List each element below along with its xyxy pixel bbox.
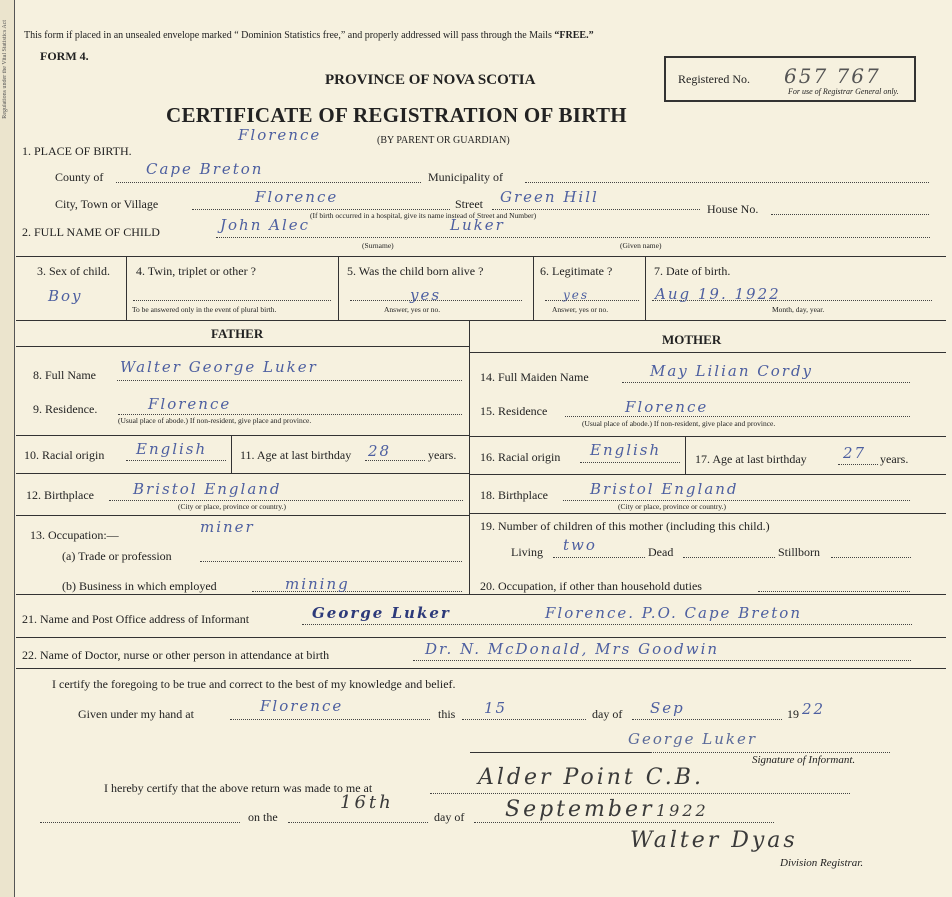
envelope-note-free: “FREE.”: [554, 30, 594, 41]
certify-statement: I certify the foregoing to be true and correct to the best of my knowledge and belief.: [52, 677, 456, 691]
mother-birthplace-note: (City or place, province or country.): [618, 502, 727, 511]
given-label: Given under my hand at: [78, 707, 194, 721]
mother-residence-label: 15. Residence: [480, 404, 548, 418]
mother-racial-label: 16. Racial origin: [480, 450, 561, 464]
registrar-month: September: [505, 797, 655, 822]
mother-residence-value: Florence: [625, 398, 709, 416]
envelope-note: [24, 30, 594, 41]
dead-label: Dead: [648, 545, 674, 559]
registrar-day-of: day of: [434, 810, 465, 824]
mother-age-value: 27: [843, 444, 867, 462]
city-label: City, Town or Village: [55, 197, 159, 211]
given-month: Sep: [650, 699, 685, 717]
father-name-label: 8. Full Name: [33, 368, 96, 382]
sex-value: Boy: [48, 287, 83, 305]
alive-value: yes: [410, 286, 442, 304]
municipality-label: Municipality of: [428, 170, 503, 184]
father-birthplace-label: 12. Birthplace: [26, 488, 94, 502]
doctor-label: 22. Name of Doctor, nurse or other person in attendance at birth: [22, 648, 330, 662]
informant-signature: George Luker: [628, 730, 758, 748]
given-year: 22: [802, 700, 826, 718]
child-surname-value: Luker: [450, 216, 505, 234]
year-prefix: 19: [787, 707, 799, 721]
province-heading: PROVINCE OF NOVA SCOTIA: [325, 72, 536, 88]
father-name-value: Walter George Luker: [120, 358, 318, 376]
mother-children-label: 19. Number of children of this mother (including this child.): [480, 519, 770, 533]
on-the-label: on the: [248, 810, 278, 824]
envelope-note-text: This form if placed in an unsealed envelope marked “ Dominion Statistics free,” and properly addressed will pass through the Mails: [24, 30, 555, 41]
doctor-value: Dr. N. McDonald, Mrs Goodwin: [425, 640, 720, 658]
street-label: Street: [455, 197, 483, 211]
mother-heading: MOTHER: [662, 332, 722, 347]
father-racial-label: 10. Racial origin: [24, 448, 105, 462]
business-value: mining: [285, 575, 350, 593]
registrar-year: 1922: [656, 801, 709, 820]
mother-occupation-label: 20. Occupation, if other than household duties: [480, 579, 702, 593]
living-value: two: [563, 536, 597, 554]
given-caption: (Given name): [620, 241, 662, 250]
father-residence-note: (Usual place of abode.) If non-resident, give place and province.: [118, 416, 312, 425]
mother-years: years.: [880, 452, 909, 466]
child-name-label: 2. FULL NAME OF CHILD: [22, 225, 160, 239]
mother-name-value: May Lilian Cordy: [650, 362, 814, 380]
child-given-value: John Alec: [220, 216, 311, 234]
surname-caption: (Surname): [362, 241, 394, 250]
informant-caption: Signature of Informant.: [752, 754, 856, 766]
mother-residence-note: (Usual place of abode.) If non-resident, give place and province.: [582, 419, 776, 428]
dob-value: Aug 19. 1922: [655, 285, 781, 303]
given-day-of: day of: [592, 707, 623, 721]
informant-name-value: George Luker: [312, 604, 451, 622]
twin-note: To be answered only in the event of plural birth.: [132, 305, 277, 314]
house-label: House No.: [707, 202, 759, 216]
registrar-signature: Walter Dyas: [630, 828, 798, 853]
this-label: this: [438, 707, 456, 721]
given-place: Florence: [260, 697, 344, 715]
informant-label: 21. Name and Post Office address of Informant: [22, 612, 250, 626]
father-heading: FATHER: [211, 326, 264, 341]
dob-note: Month, day, year.: [772, 305, 825, 314]
stillborn-label: Stillborn: [778, 545, 821, 559]
business-label: (b) Business in which employed: [62, 579, 217, 593]
county-label: County of: [55, 170, 104, 184]
registrar-caption: Division Registrar.: [780, 857, 864, 869]
place-of-birth-value: Florence: [238, 126, 322, 144]
father-years: years.: [428, 448, 457, 462]
father-birthplace-value: Bristol England: [133, 480, 282, 498]
mother-racial-value: English: [590, 441, 662, 459]
father-birthplace-note: (City or place, province or country.): [178, 502, 287, 511]
registered-box: [664, 56, 916, 102]
father-residence-label: 9. Residence.: [33, 402, 98, 416]
registered-label: Registered No.: [678, 72, 750, 86]
alive-label: 5. Was the child born alive ?: [347, 264, 484, 278]
alive-note: Answer, yes or no.: [384, 305, 441, 314]
legitimate-note: Answer, yes or no.: [552, 305, 609, 314]
left-margin-strip: Regulations under the Vital Statistics Act: [0, 0, 15, 897]
page-subtitle: (BY PARENT OR GUARDIAN): [377, 135, 510, 146]
street-value: Green Hill: [500, 188, 599, 206]
mother-age-label: 17. Age at last birthday: [695, 452, 807, 466]
father-racial-value: English: [136, 440, 208, 458]
legitimate-value: yes: [563, 288, 590, 302]
twin-label: 4. Twin, triplet or other ?: [136, 264, 256, 278]
page-title: CERTIFICATE OF REGISTRATION OF BIRTH: [166, 103, 627, 127]
sex-label: 3. Sex of child.: [37, 264, 110, 278]
father-residence-value: Florence: [148, 395, 232, 413]
father-age-value: 28: [368, 442, 392, 460]
registrar-place: Alder Point C.B.: [478, 765, 704, 790]
mother-birthplace-value: Bristol England: [590, 480, 739, 498]
dob-label: 7. Date of birth.: [654, 264, 731, 278]
registrar-day: 16th: [340, 792, 394, 813]
hospital-note: (If birth occurred in a hospital, give its name instead of Street and Number): [310, 211, 537, 220]
form-label: FORM 4.: [40, 49, 89, 63]
registered-number: 657 767: [784, 64, 881, 88]
mother-birthplace-label: 18. Birthplace: [480, 488, 548, 502]
father-age-label: 11. Age at last birthday: [240, 448, 352, 462]
registrar-note: For use of Registrar General only.: [788, 87, 899, 96]
mother-name-label: 14. Full Maiden Name: [480, 370, 589, 384]
father-occupation-label: 13. Occupation:—: [30, 528, 119, 542]
legitimate-label: 6. Legitimate ?: [540, 264, 613, 278]
father-occupation-value: miner: [200, 518, 255, 536]
informant-address-value: Florence. P.O. Cape Breton: [545, 604, 802, 622]
county-value: Cape Breton: [146, 160, 264, 178]
registrar-statement: I hereby certify that the above return was made to me at: [104, 781, 373, 795]
trade-label: (a) Trade or profession: [62, 549, 172, 563]
place-of-birth-label: 1. PLACE OF BIRTH.: [22, 144, 132, 158]
given-day: 15: [484, 699, 508, 717]
living-label: Living: [511, 545, 543, 559]
city-value: Florence: [255, 188, 339, 206]
